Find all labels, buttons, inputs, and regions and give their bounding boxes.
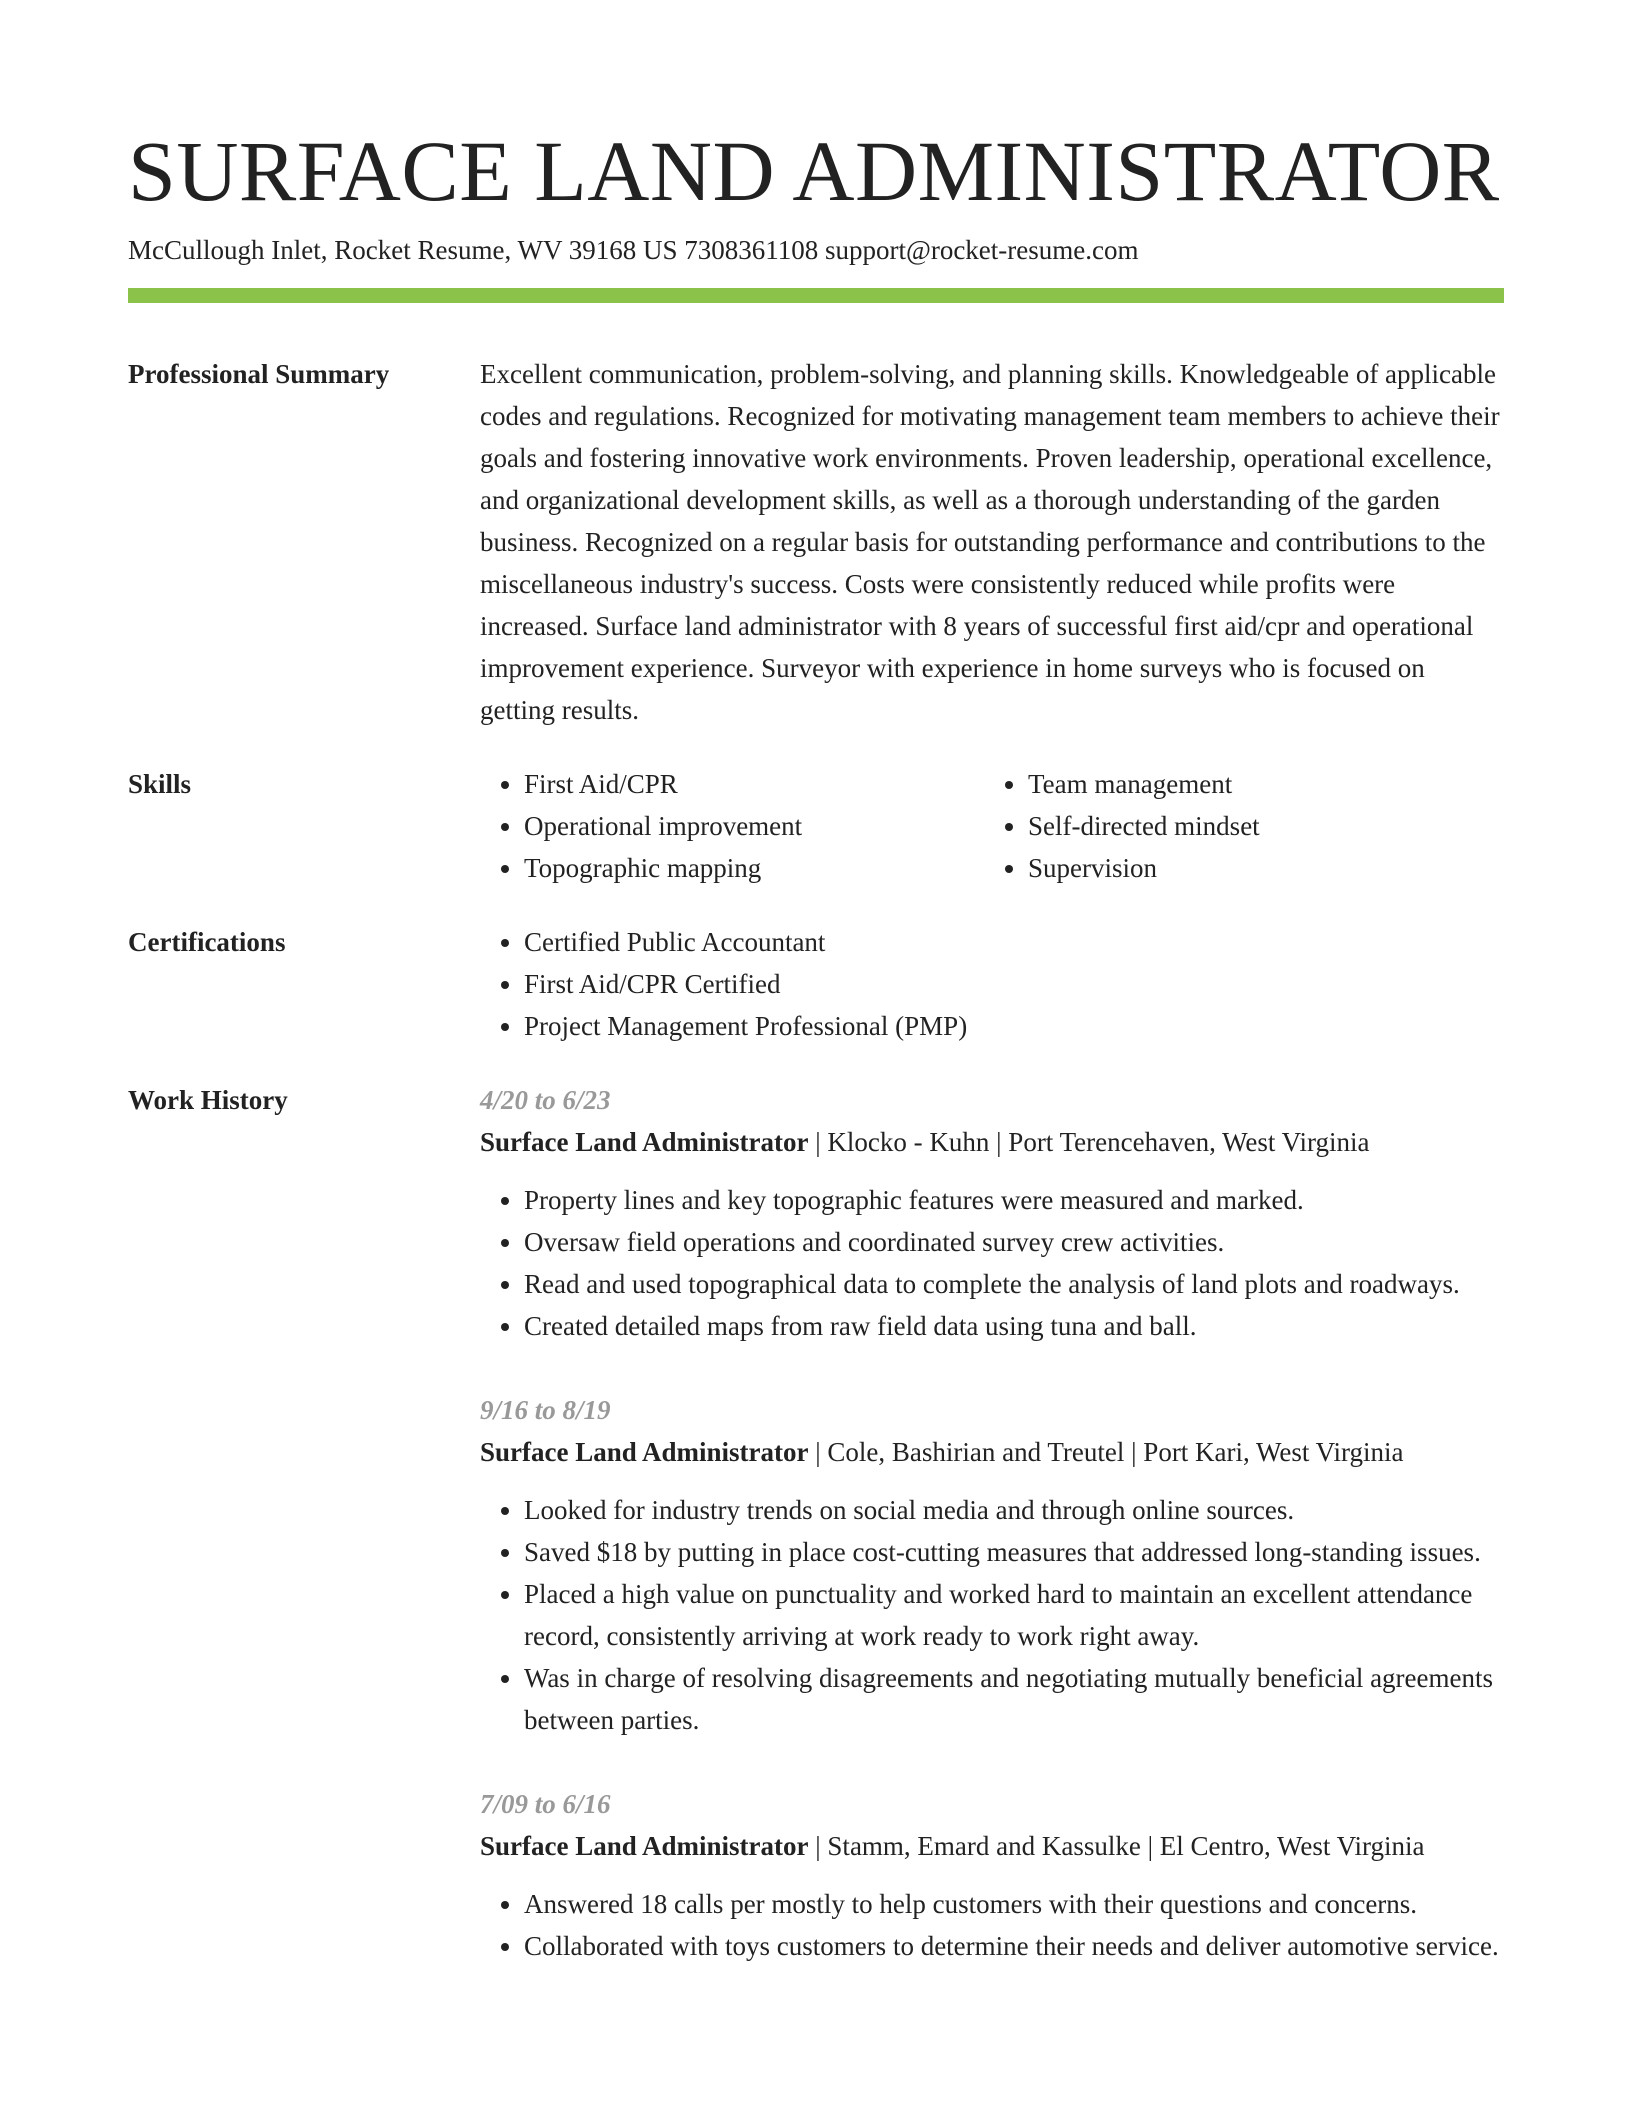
skill-item: • Topographic mapping (524, 847, 984, 889)
skills-section (128, 763, 1504, 889)
job-bullet: • Placed a high value on punctuality and worked hard to maintain an excellent attendance record, consistently arriving at work ready to work right away. (524, 1573, 1504, 1657)
certification-item: • Certified Public Accountant (524, 921, 1504, 963)
accent-divider (128, 288, 1504, 303)
job-title: Surface Land Administrator (480, 1127, 809, 1157)
job-title: Surface Land Administrator (480, 1437, 809, 1467)
job-heading (480, 1825, 1504, 1867)
job-bullets (480, 1179, 1504, 1347)
job-bullet: • Read and used topographical data to complete the analysis of land plots and roadways. (524, 1263, 1504, 1305)
job-bullet: • Oversaw field operations and coordinated survey crew activities. (524, 1221, 1504, 1263)
job-bullet: • Saved $18 by putting in place cost-cutting measures that addressed long-standing issues. (524, 1531, 1504, 1573)
certifications-list (480, 921, 1504, 1047)
job-dates: 9/16 to 8/19 (480, 1395, 611, 1425)
job-title: Surface Land Administrator (480, 1831, 809, 1861)
certification-item: • First Aid/CPR Certified (524, 963, 1504, 1005)
job-bullets (480, 1489, 1504, 1741)
certifications-section (128, 921, 1504, 1047)
job-heading (480, 1431, 1504, 1473)
job-bullet: • Created detailed maps from raw field data using tuna and ball. (524, 1305, 1504, 1347)
job-bullet: • Collaborated with toys customers to determine their needs and deliver automotive service. (524, 1925, 1504, 1967)
skills-list-col1 (480, 763, 984, 889)
job-bullets (480, 1883, 1504, 1967)
job-details: | Cole, Bashirian and Treutel | Port Kari, West Virginia (808, 1437, 1404, 1467)
section-title-certifications: Certifications (128, 927, 286, 957)
contact-line: McCullough Inlet, Rocket Resume, WV 39168 US 7308361108 support@rocket-resume.com (128, 235, 1139, 265)
job-dates: 7/09 to 6/16 (480, 1789, 611, 1819)
resume-page (128, 118, 1504, 2009)
certification-item: • Project Management Professional (PMP) (524, 1005, 1504, 1047)
skill-item: • Supervision (1028, 847, 1488, 889)
skills-list-col2 (984, 763, 1488, 889)
skill-item: • Self-directed mindset (1028, 805, 1488, 847)
job-heading (480, 1121, 1504, 1163)
job-details: | Stamm, Emard and Kassulke | El Centro, West Virginia (808, 1831, 1425, 1861)
section-title-work-history: Work History (128, 1085, 288, 1115)
skill-item: • First Aid/CPR (524, 763, 984, 805)
section-title-summary: Professional Summary (128, 359, 390, 389)
job-bullet: • Property lines and key topographic features were measured and marked. (524, 1179, 1504, 1221)
job-details: | Klocko - Kuhn | Port Terencehaven, West Virginia (808, 1127, 1370, 1157)
job-entry (480, 1389, 1504, 1741)
job-bullet: • Looked for industry trends on social media and through online sources. (524, 1489, 1504, 1531)
resume-title: SURFACE LAND ADMINISTRATOR (128, 123, 1500, 219)
job-entry (480, 1783, 1504, 1967)
skill-item: • Team management (1028, 763, 1488, 805)
skill-item: • Operational improvement (524, 805, 984, 847)
summary-section (128, 353, 1504, 731)
job-dates: 4/20 to 6/23 (480, 1085, 611, 1115)
summary-text: Excellent communication, problem-solving, and planning skills. Knowledgeable of applicable codes and regulations. Recognized for motivating management team members to achieve their goals and fostering innovative work environments. Proven leadership, operational excellence, and organizational development skills, as well as a thorough understanding of the garden business. Recognized on a regular basis for outstanding performance and contributions to the miscellaneous industry's success. Costs were consistently reduced while profits were increased. Surface land administrator with 8 years of successful first aid/cpr and operational improvement experience. Surveyor with experience in home surveys who is focused on getting results. (480, 359, 1500, 725)
job-bullet: • Was in charge of resolving disagreements and negotiating mutually beneficial agreements between parties. (524, 1657, 1504, 1741)
work-history-section (128, 1079, 1504, 2009)
job-entry (480, 1079, 1504, 1347)
job-bullet: • Answered 18 calls per mostly to help customers with their questions and concerns. (524, 1883, 1504, 1925)
section-title-skills: Skills (128, 769, 192, 799)
